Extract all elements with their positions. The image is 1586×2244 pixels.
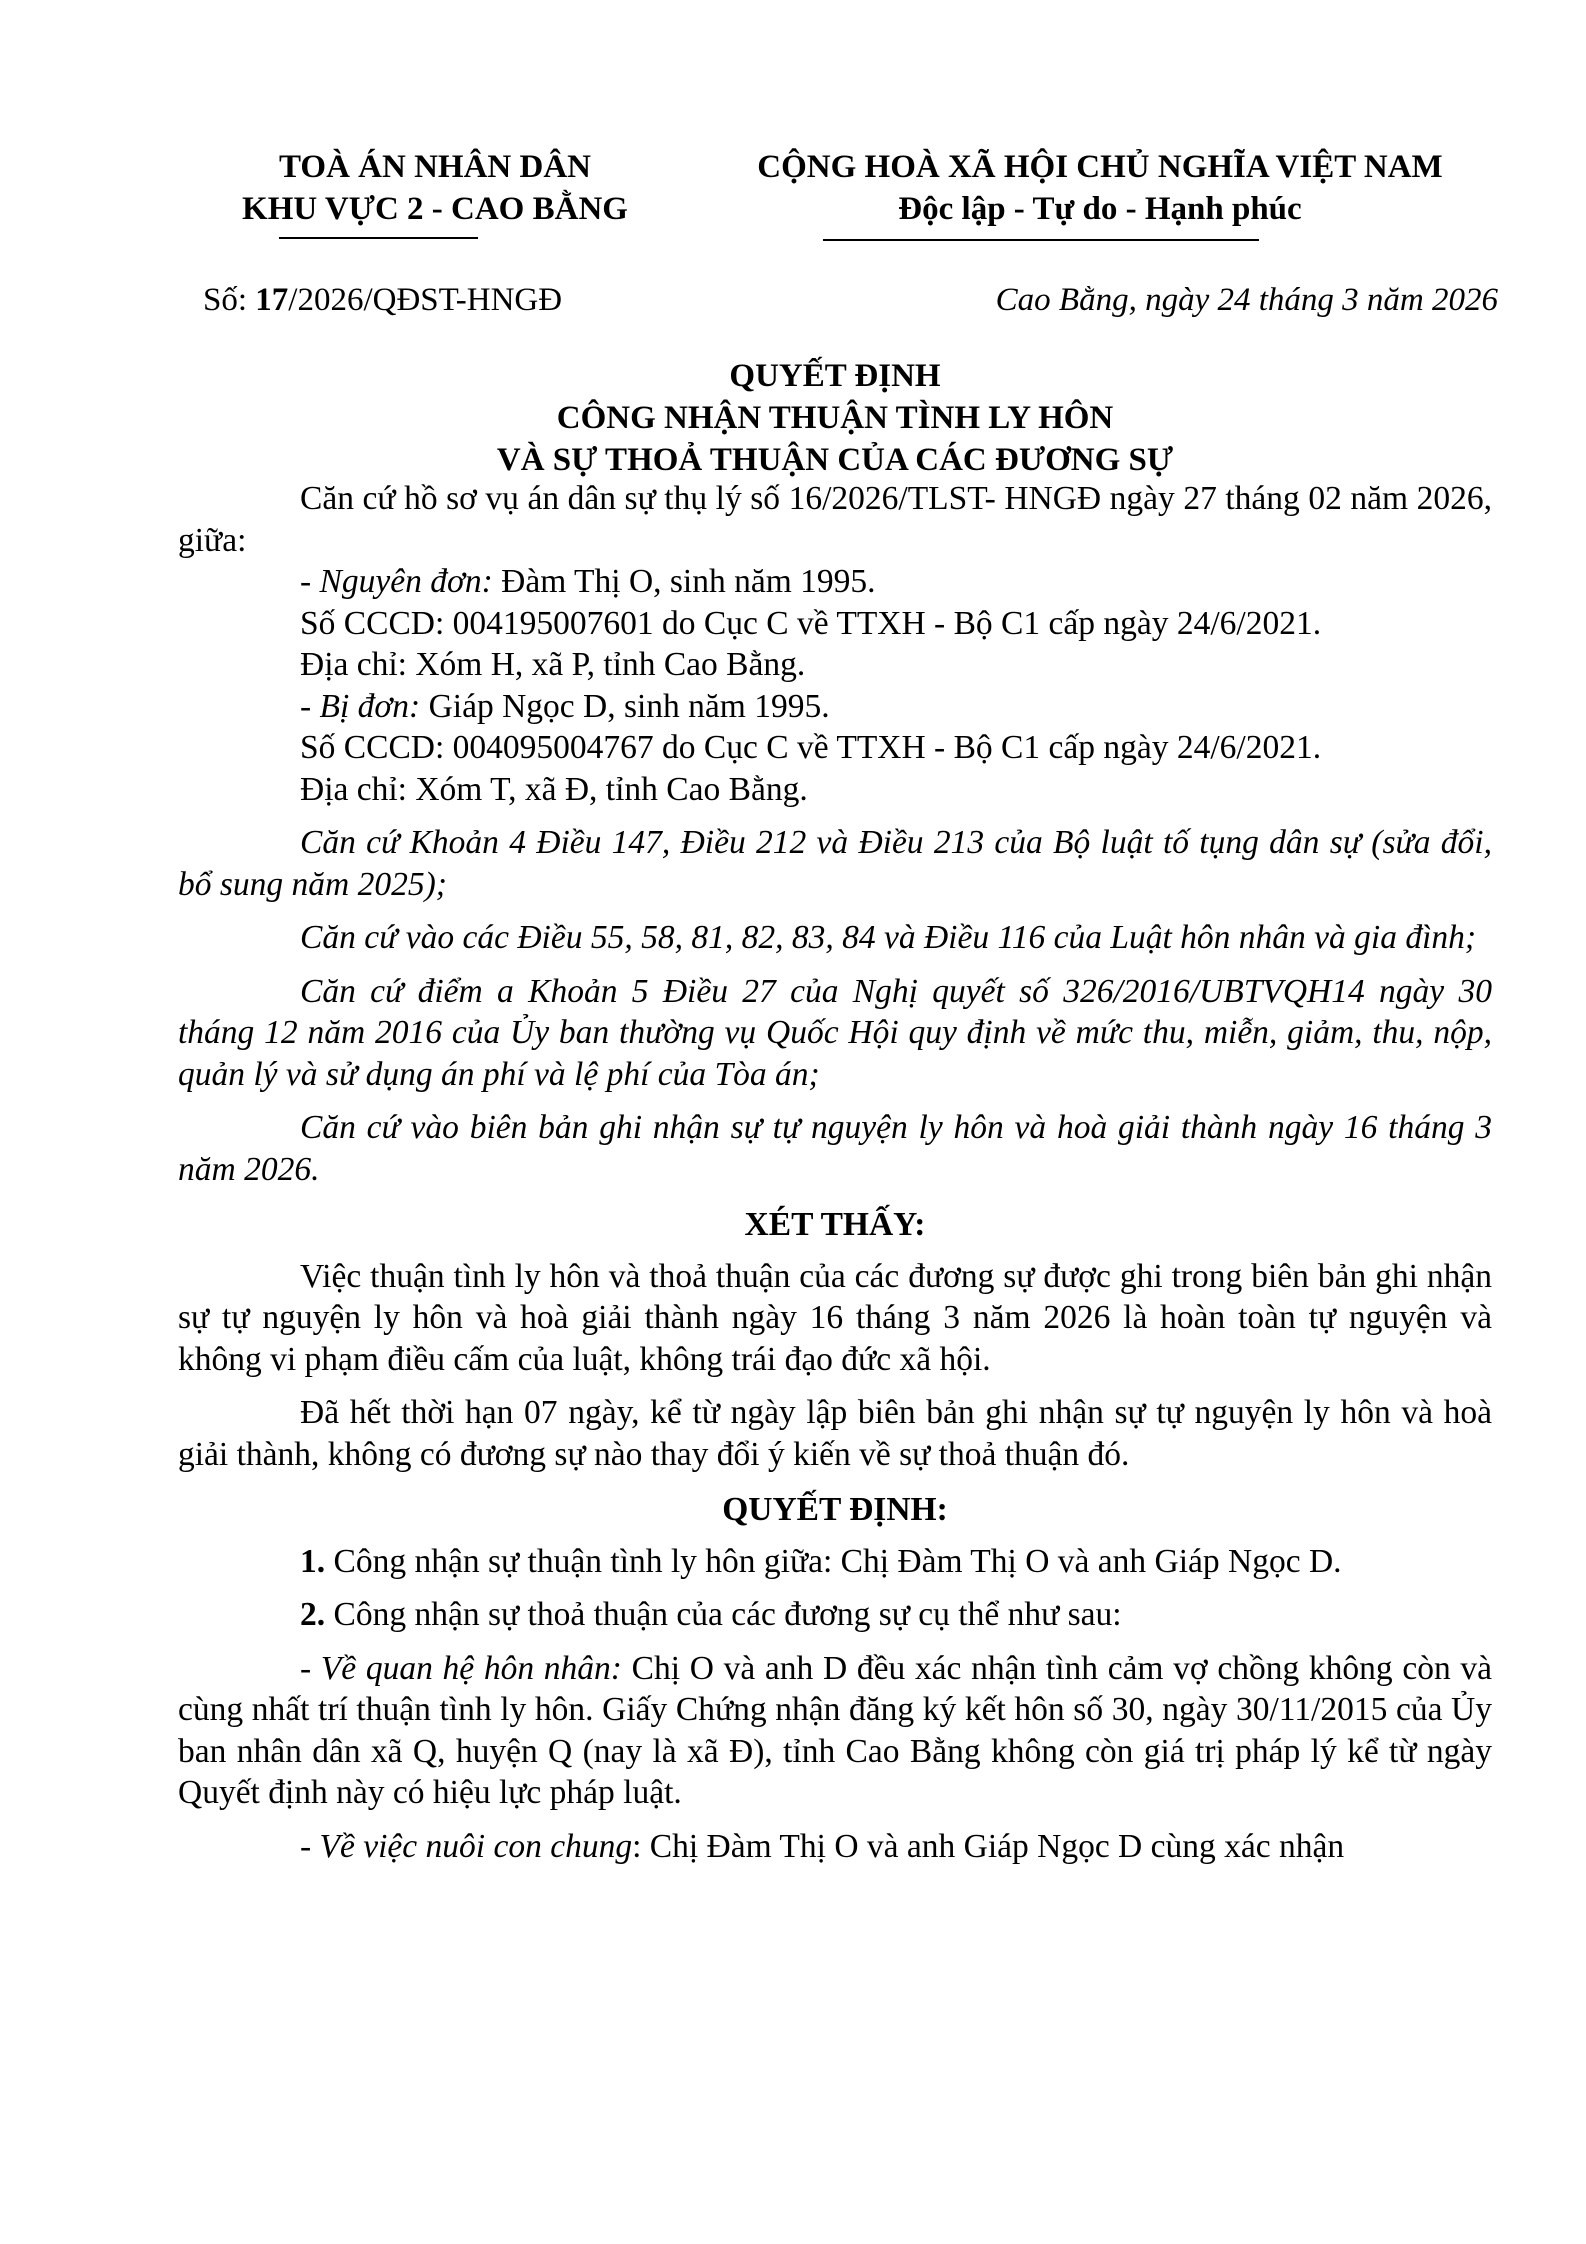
findings-paragraph-1: Việc thuận tình ly hôn và thoả thuận của các đương sự được ghi trong biên bản ghi nhận sự tự nguyện ly hôn và hoà giải thành ngày 16 tháng 3 năm 2026 là hoàn toàn tự nguyện và không vi phạm điều cấm của luật, không trái đạo đức xã hội. <box>178 1257 1492 1378</box>
dash: - <box>300 1827 320 1865</box>
plaintiff-value: Đàm Thị O, sinh năm 1995. <box>492 563 876 600</box>
national-header <box>700 146 1500 230</box>
decision-number-value: 17 <box>255 282 289 318</box>
decision-heading: QUYẾT ĐỊNH: <box>722 1491 948 1528</box>
decision-number-suffix: /2026/QĐST-HNGĐ <box>288 282 563 318</box>
defendant-address: Địa chỉ: Xóm T, xã Đ, tỉnh Cao Bằng. <box>300 770 808 808</box>
decision-item-2-text: Công nhận sự thoả thuận của các đương sự cụ thể như sau: <box>325 1596 1122 1633</box>
legal-basis-3: Căn cứ điểm a Khoản 5 Điều 27 của Nghị quyết số 326/2016/UBTVQH14 ngày 30 tháng 12 năm 2016 của Ủy ban thường vụ Quốc Hội quy định về mức thu, miễn, giảm, thu, nộp, quản lý và sử dụng án phí và lệ phí của Tòa án; <box>178 972 1492 1093</box>
marriage-text: Chị O và anh D đều xác nhận tình cảm vợ chồng không còn và cùng nhất trí thuận tình ly hôn. Giấy Chứng nhận đăng ký kết hôn số 30, ngày 30/11/2015 của Ủy ban nhân dân xã Q, huyện Q (nay là xã Đ), tỉnh Cao Bằng không còn giá trị pháp lý kể từ ngày Quyết định này có hiệu lực pháp luật. <box>178 1649 1492 1811</box>
court-header <box>200 146 670 230</box>
findings-heading: XÉT THẤY: <box>744 1206 926 1243</box>
title-line-3: VÀ SỰ THOẢ THUẬN CỦA CÁC ĐƯƠNG SỰ <box>496 442 1174 478</box>
national-name: CỘNG HOÀ XÃ HỘI CHỦ NGHĨA VIỆT NAM <box>757 149 1443 185</box>
court-header-underline <box>279 237 478 239</box>
title-line-2: CÔNG NHẬN THUẬN TÌNH LY HÔN <box>556 400 1114 436</box>
decision-item-1 <box>178 1541 1492 1583</box>
decision-item-2-number: 2. <box>300 1596 326 1633</box>
dash: - <box>300 687 320 725</box>
document-title <box>178 355 1492 481</box>
plaintiff-address: Địa chỉ: Xóm H, xã P, tỉnh Cao Bằng. <box>300 646 806 683</box>
place-date: Cao Bằng, ngày 24 tháng 3 năm 2026 <box>995 282 1498 318</box>
children-paragraph <box>178 1826 1492 1868</box>
defendant-value: Giáp Ngọc D, sinh năm 1995. <box>420 687 830 725</box>
decision-number-prefix: Số: <box>203 282 256 318</box>
children-text: : Chị Đàm Thị O và anh Giáp Ngọc D cùng xác nhận <box>632 1827 1345 1865</box>
plaintiff-label: Nguyên đơn: <box>319 563 493 600</box>
defendant-id: Số CCCD: 004095004767 do Cục C về TTXH - Bộ C1 cấp ngày 24/6/2021. <box>300 729 1322 766</box>
decision-item-1-text: Công nhận sự thuận tình ly hôn giữa: Chị Đàm Thị O và anh Giáp Ngọc D. <box>325 1542 1342 1580</box>
plaintiff-line <box>178 561 1492 603</box>
decision-item-2 <box>178 1594 1492 1636</box>
court-region: KHU VỰC 2 - CAO BẰNG <box>242 191 628 227</box>
children-label: Về việc nuôi con chung <box>319 1827 633 1865</box>
title-line-1: QUYẾT ĐỊNH <box>729 358 941 394</box>
legal-basis-1: Căn cứ Khoản 4 Điều 147, Điều 212 và Điều 213 của Bộ luật tố tụng dân sự (sửa đổi, bổ sung năm 2025); <box>178 824 1492 903</box>
marriage-label: Về quan hệ hôn nhân: <box>320 1649 622 1687</box>
basis-case-file: Căn cứ hồ sơ vụ án dân sự thụ lý số 16/2026/TLST- HNGĐ ngày 27 tháng 02 năm 2026, giữa: <box>178 480 1492 559</box>
dash: - <box>300 563 320 600</box>
marriage-relation-paragraph <box>178 1648 1492 1814</box>
legal-basis-4: Căn cứ vào biên bản ghi nhận sự tự nguyện ly hôn và hoà giải thành ngày 16 tháng 3 năm 2026. <box>178 1109 1492 1188</box>
national-motto-underline <box>823 239 1259 241</box>
findings-paragraph-2: Đã hết thời hạn 07 ngày, kể từ ngày lập biên bản ghi nhận sự tự nguyện ly hôn và hoà giải thành, không có đương sự nào thay đổi ý kiến về sự thoả thuận đó. <box>178 1394 1492 1473</box>
national-motto: Độc lập - Tự do - Hạnh phúc <box>898 191 1302 227</box>
legal-basis-2: Căn cứ vào các Điều 55, 58, 81, 82, 83, 84 và Điều 116 của Luật hôn nhân và gia đình; <box>300 919 1477 956</box>
decision-item-1-number: 1. <box>300 1542 326 1580</box>
dash: - <box>300 1649 321 1687</box>
defendant-label: Bị đơn: <box>319 687 421 725</box>
court-name: TOÀ ÁN NHÂN DÂN <box>279 149 591 185</box>
defendant-line <box>178 686 1492 728</box>
plaintiff-id: Số CCCD: 004195007601 do Cục C về TTXH - Bộ C1 cấp ngày 24/6/2021. <box>300 604 1322 642</box>
decision-number <box>203 280 562 320</box>
document-body <box>178 478 1492 1867</box>
